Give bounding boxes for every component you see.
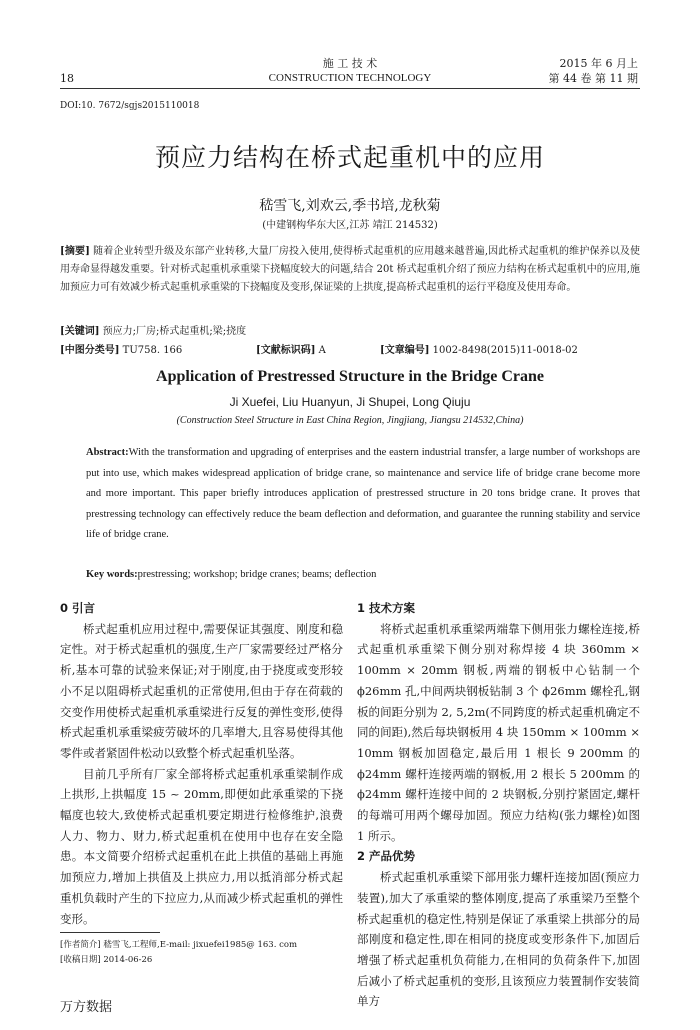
title-en: Application of Prestressed Structure in the Bridge Crane — [156, 368, 544, 385]
section-1-heading: 1 技术方案 — [357, 601, 416, 615]
affiliation-cn: (中建钢构华东大区,江苏 靖江 214532) — [262, 220, 438, 231]
authors-cn: 嵇雪飞,刘欢云,季书培,龙秋菊 — [259, 198, 441, 214]
watermark: 万方数据 — [60, 1000, 113, 1015]
volume-issue: 第 44 卷 第 11 期 — [548, 72, 638, 85]
clc-code: [中图分类号] TU758. 166 — [60, 345, 183, 356]
journal-name-cn: 施 工 技 术 — [322, 57, 378, 70]
title-cn: 预应力结构在桥式起重机中的应用 — [154, 143, 545, 172]
page-number: 18 — [60, 72, 74, 85]
article-number: [文章编号] 1002-8498(2015)11-0018-02 — [380, 345, 578, 356]
section-1-paragraph: 将桥式起重机承重梁两端靠下侧用张力螺栓连接,桥式起重机承重梁下侧分别对称焊接 4 块 360mm × 100mm × 20mm 钢板,两端的钢板中心钻制一个 ϕ26mm 孔,中间两块钢板钻制 3 个 ϕ26mm 螺栓孔,钢板的间距分别为 2, 5,2m(不同跨度的桥式起重机确定不同的间距),然后每块钢板用 4 块 150mm × 100mm × 10mm 钢板加固稳定,最后用 1 根长 9 200mm 的 ϕ24mm 螺杆连接两端的钢板,用 2 根长 5 200mm 的 ϕ24mm 螺杆连接中间的 2 块钢板,分别拧紧固定,螺杆的每端可用两个螺母加固。预应力结构(张力螺栓)如图 1 所示。 — [357, 621, 640, 843]
keywords-en — [86, 569, 376, 580]
abstract-en — [86, 443, 640, 546]
affiliation-en: (Construction Steel Structure in East China Region, Jingjiang, Jiangsu 214532,China) — [176, 415, 524, 426]
right-column — [357, 598, 640, 1012]
section-2-heading: 2 产品优势 — [357, 849, 416, 864]
section-2-paragraph: 桥式起重机承重梁下部用张力螺杆连接加固(预应力装置),加大了承重梁的整体刚度,提高了承重梁乃至整个桥式起重机的稳定性,特别是保证了承重梁上拱部分的局部刚度和稳定性,即在相同的挠度或变形条件下,加固后增强了桥式起重机负荷能力,在相同的负荷条件下,加固后减小了桥式起重机的变形,且该预应力装置制作安装简单方 — [357, 870, 640, 1009]
journal-name-en: CONSTRUCTION TECHNOLOGY — [268, 72, 432, 84]
keywords-cn-label: [关键词] — [60, 326, 100, 337]
abstract-cn-label: [摘要] — [60, 246, 90, 257]
section-0-paragraph: 目前几乎所有厂家全部将桥式起重机承重梁制作成上拱形,上拱幅度 15 ~ 20mm,即便如此承重梁的下挠幅度也较大,致使桥式起重机要定期进行检修维护,浪费人力、物力、财力,桥式起重机在使用中也存在安全隐患。本文简要介绍桥式起重机在此上拱值的基础上再施加预应力,增加上拱值及上拱应力,用以抵消部分桥式起重机负载时产生的下拉应力,从而减少桥式起重机的弹性变形。 — [60, 766, 343, 926]
section-0-paragraph: 桥式起重机应用过程中,需要保证其强度、刚度和稳定性。对于桥式起重机的强度,生产厂家需要经过严格分析,基本可靠的试验来保证;对于刚度,由于挠度或变形较小不足以阻碍桥式起重机的正常使用,但由于存在荷载的交变作用使桥式起重机承重梁进行反复的弹性变形,使得桥式起重机承重梁疲劳破坏的几率增大,且容易使得其他零件或者紧固件松动以致整个桥式起重机坠落。 — [60, 621, 343, 760]
doc-code: [文献标识码] A — [256, 345, 326, 356]
section-0-heading: 0 引言 — [60, 601, 96, 615]
left-column — [60, 598, 343, 929]
abstract-en-text: With the transformation and upgrading of enterprises and the eastern industrial transfer, a large number of workshops are put into use, which makes widespread application of bridge crane, so maintenance and service life of bridge crane become more and more important. This paper briefly introduces application of prestressed structure in 20 tons bridge crane. It proves that prestressing technology can effectively reduce the beam deflection and deformation, and guarantee the running stability and service life of bridge crane. — [86, 447, 640, 540]
keywords-cn-text: 预应力;厂房;桥式起重机;梁;挠度 — [102, 326, 247, 337]
keywords-cn — [60, 322, 246, 337]
authors-en: Ji Xuefei, Liu Huanyun, Ji Shupei, Long Qiuju — [229, 395, 471, 409]
header-rule — [60, 88, 640, 89]
abstract-en-label: Abstract: — [86, 447, 129, 458]
footnote — [60, 938, 297, 968]
keywords-en-text: prestressing; workshop; bridge cranes; beams; deflection — [137, 569, 377, 580]
received-date: [收稿日期] 2014-06-26 — [60, 955, 153, 965]
doi: DOI:10. 7672/sgjs2015110018 — [60, 101, 200, 111]
footnote-rule — [60, 932, 160, 933]
issue-info — [549, 56, 638, 86]
abstract-cn-text: 随着企业转型升级及东部产业转移,大量厂房投入使用,使得桥式起重机的应用越来越普遍,因此桥式起重机的维护保养以及使用寿命显得越发重要。针对桥式起重机承重梁下挠幅度较大的问题,结合 20t 桥式起重机介绍了预应力结构在桥式起重机中的应用,施加预应力可有效减少桥式起重机承重梁的下挠幅度及变形,保证梁的上拱度,提高桥式起重机的运行平稳度及使用寿命。 — [60, 246, 640, 293]
keywords-en-label: Key words: — [86, 569, 138, 580]
abstract-cn — [60, 243, 640, 297]
issue-date: 2015 年 6 月上 — [559, 57, 638, 70]
author-bio: [作者简介] 嵇雪飞,工程师,E-mail: jixuefei1985@ 163. com — [60, 940, 298, 950]
